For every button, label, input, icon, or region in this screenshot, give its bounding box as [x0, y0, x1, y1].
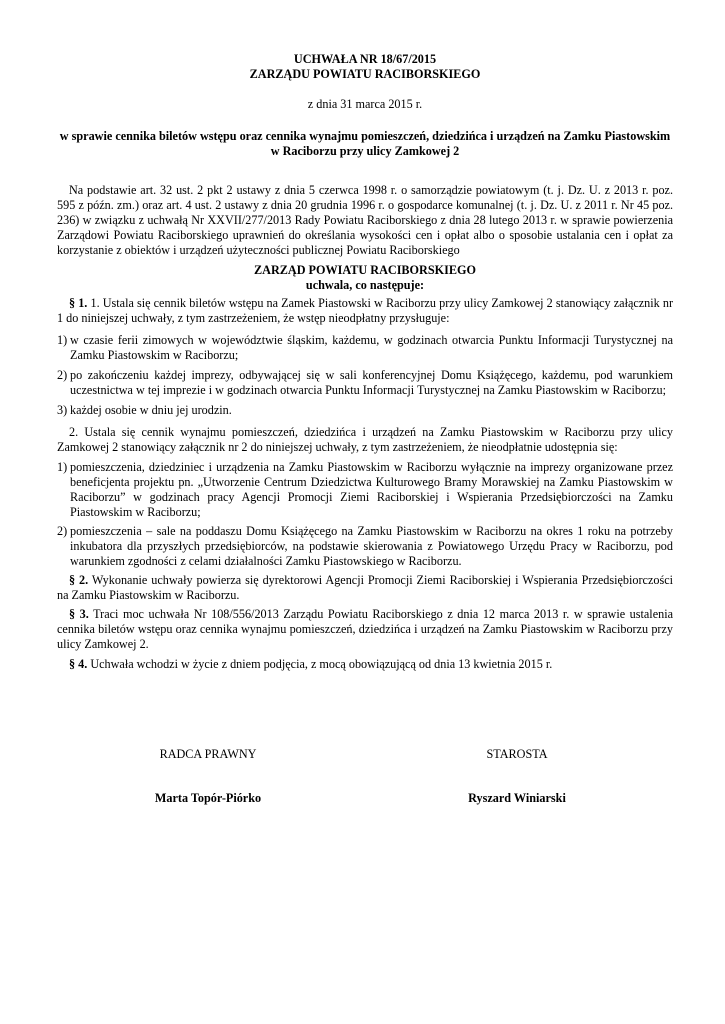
resolves-heading [57, 263, 673, 293]
section-4-mark: § 4. [69, 657, 88, 671]
resolves-line-2: uchwala, co następuje: [305, 278, 425, 292]
signature-right-name: Ryszard Winiarski [468, 791, 566, 805]
signature-left-title: RADCA PRAWNY [159, 747, 257, 761]
section-4 [57, 657, 673, 672]
section-3-text: Traci moc uchwała Nr 108/556/2013 Zarządu Powiatu Raciborskiego z dnia 12 marca 2013 r. w sprawie ustalenia cennika biletów wstępu oraz cennika wynajmu pomieszczeń, dziedzińca i urządzeń na Zamku Piastowskim w Raciborzu przy ulicy Zamkowej 2. [57, 607, 673, 651]
list-number: 1) [57, 333, 68, 347]
section-1-p1-text: 1. Ustala się cennik biletów wstępu na Zamek Piastowski w Raciborzu przy ulicy Zamkowej 2 stanowiący załącznik nr 1 do niniejszej uchwały, z tym zastrzeżeniem, że wstęp nieodpłatny przysługuje: [57, 296, 674, 325]
list-text: pomieszczenia – sale na poddaszu Domu Książęcego na Zamku Piastowskim w Raciborzu na okres 1 roku na potrzeby inkubatora dla przyszłych przedsiębiorców, na podstawie skierowania z Powiatowego Urzędu Pracy w Raciborzu, pod warunkiem zgodności z celami działalności Zamku Piastowskiego w Raciborzu. [70, 524, 673, 568]
resolution-date: z dnia 31 marca 2015 r. [307, 97, 423, 111]
signature-right-title: STAROSTA [486, 747, 548, 761]
section-3 [57, 607, 673, 652]
section-3-mark: § 3. [69, 607, 89, 621]
list-item [57, 368, 673, 398]
preamble-text: Na podstawie art. 32 ust. 2 pkt 2 ustawy z dnia 5 czerwca 1998 r. o samorządzie powiatowym (t. j. Dz. U. z 2013 r. poz. 595 z późn. zm.) oraz art. 4 ust. 2 ustawy z dnia 20 grudnia 1996 r. o gospodarce komunalnej (t. j. Dz. U. z 2011 r. Nr 45 poz. 236) w związku z uchwałą Nr XXVII/277/2013 Rady Powiatu Raciborskiego z dnia 28 lutego 2013 r. w sprawie powierzenia Zarządowi Powiatu Raciborskiego uprawnień do określania wysokości cen i opłat albo o sposobie ustalania cen i opłat za korzystanie z obiektów i urządzeń użyteczności publicznej Powiatu Raciborskiego [57, 183, 673, 257]
section-1-paragraph-2 [57, 425, 673, 455]
resolution-number [57, 52, 673, 82]
list-item [57, 524, 673, 569]
list-number: 1) [57, 460, 68, 474]
list-text: po zakończeniu każdej imprezy, odbywającej się w sali konferencyjnej Domu Książęcego, każdemu, pod warunkiem uczestnictwa w tej imprezie i w godzinach otwarcia Punktu Informacji Turystycznej na Zamku Piastowskim w Raciborzu; [70, 368, 673, 397]
section-1-p2-text: 2. Ustala się cennik wynajmu pomieszczeń, dziedzińca i urządzeń na Zamku Piastowskim w Raciborzu przy ulicy Zamkowej 2 stanowiący załącznik nr 2 do niniejszej uchwały, z tym zastrzeżeniem, że nieodpłatnie udostępnia się: [57, 425, 673, 454]
list-number: 2) [57, 524, 68, 538]
section-1-mark: § 1. [69, 296, 88, 310]
list-text: każdej osobie w dniu jej urodzin. [70, 403, 232, 417]
resolves-line-1: ZARZĄD POWIATU RACIBORSKIEGO [254, 263, 476, 277]
section-2-mark: § 2. [69, 573, 89, 587]
list-number: 3) [57, 403, 68, 417]
preamble [57, 183, 673, 258]
list-item [57, 460, 673, 520]
title-line-2: ZARZĄDU POWIATU RACIBORSKIEGO [249, 67, 481, 81]
signature-left-name: Marta Topór-Piórko [154, 791, 262, 805]
resolution-subject: w sprawie cennika biletów wstępu oraz cennika wynajmu pomieszczeń, dziedzińca i urządzeń na Zamku Piastowskim w Raciborzu przy ulicy Zamkowej 2 [59, 129, 671, 158]
list-item [57, 403, 673, 418]
section-1-paragraph-1 [57, 296, 673, 326]
section-2-text: Wykonanie uchwały powierza się dyrektorowi Agencji Promocji Ziemi Raciborskiej i Wspierania Przedsiębiorczości na Zamku Piastowskim w Raciborzu. [57, 573, 674, 602]
section-4-text: Uchwała wchodzi w życie z dniem podjęcia, z mocą obowiązującą od dnia 13 kwietnia 2015 r. [90, 657, 553, 671]
list-number: 2) [57, 368, 68, 382]
list-item [57, 333, 673, 363]
list-text: pomieszczenia, dziedziniec i urządzenia na Zamku Piastowskim w Raciborzu wyłącznie na imprezy organizowane przez beneficjenta projektu pn. „Utworzenie Centrum Dziedzictwa Kulturowego Bramy Morawskiej na Zamku Piastowskim w Raciborzu” w godzinach pracy Agencji Promocji Ziemi Raciborskiej i Wspierania Przedsiębiorczości na Zamku Piastowskim w Raciborzu; [70, 460, 673, 519]
section-2 [57, 573, 673, 603]
list-text: w czasie ferii zimowych w województwie śląskim, każdemu, w godzinach otwarcia Punktu Informacji Turystycznej na Zamku Piastowskim w Raciborzu; [70, 333, 673, 362]
title-line-1: UCHWAŁA NR 18/67/2015 [293, 52, 437, 66]
